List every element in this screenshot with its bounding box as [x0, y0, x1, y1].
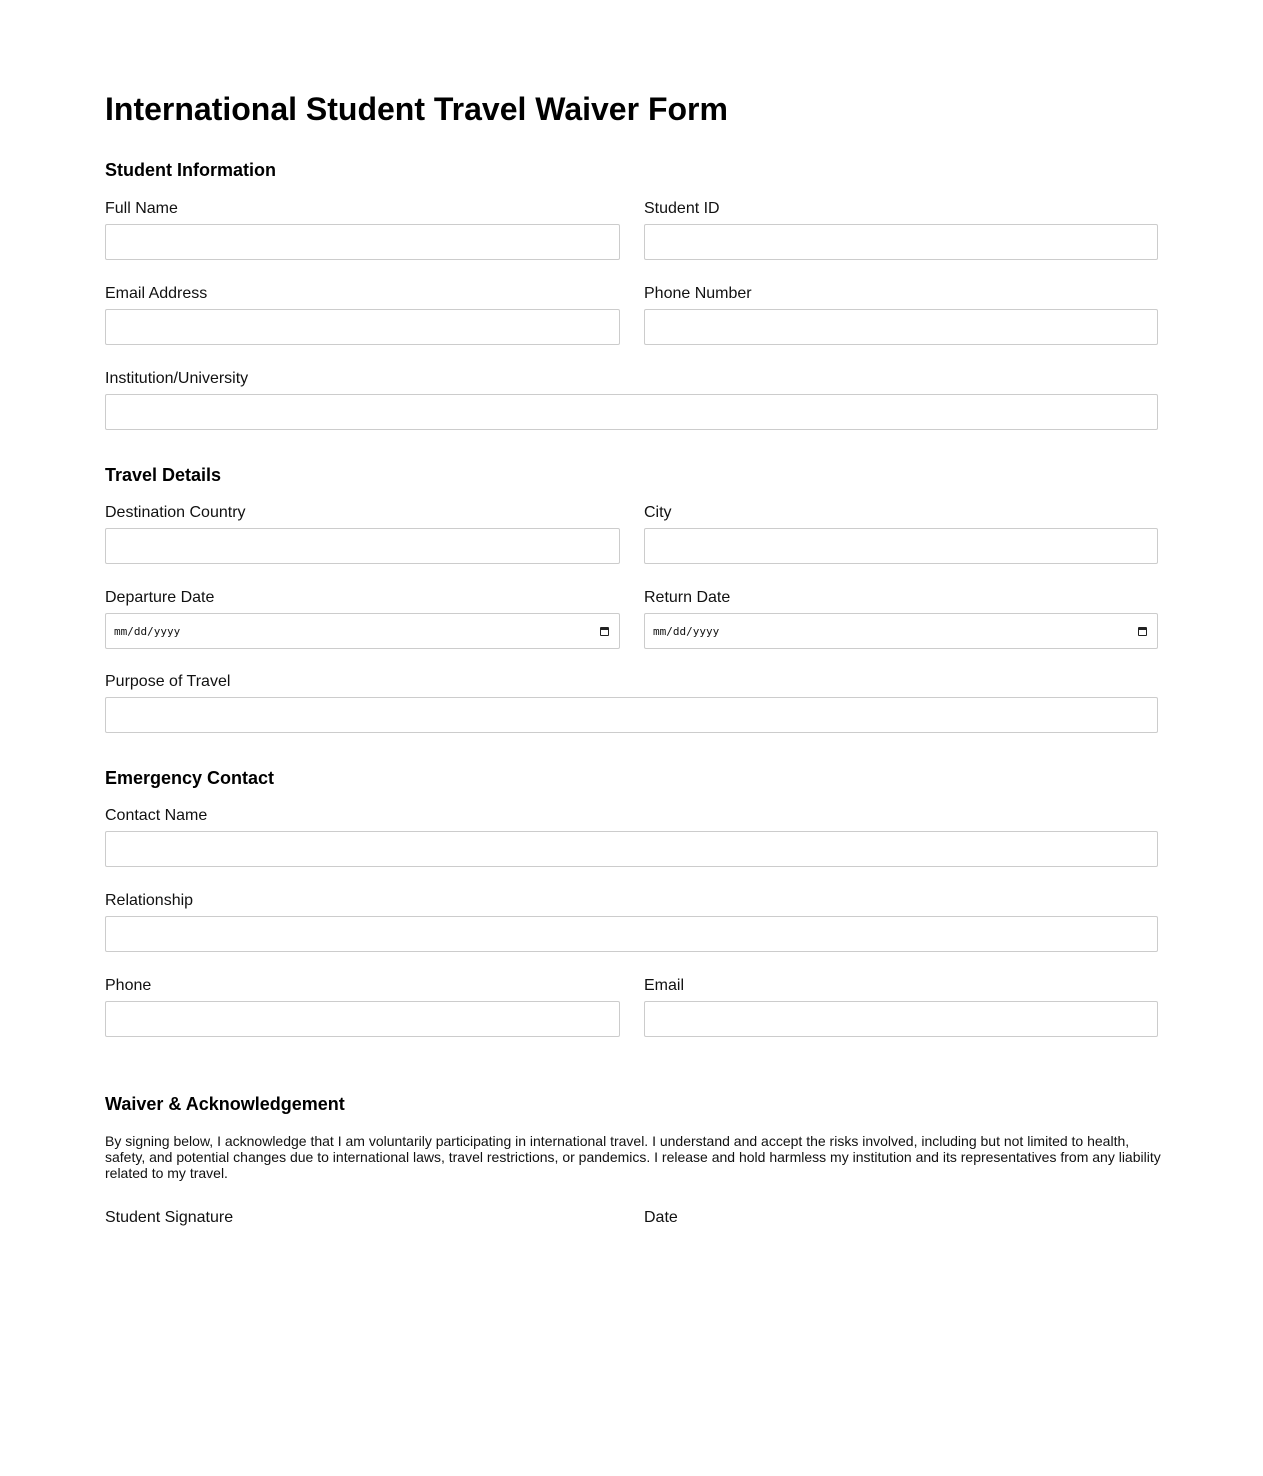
departure-date-label: Departure Date [105, 589, 215, 606]
student-id-input[interactable] [644, 224, 1158, 260]
full-name-input[interactable] [105, 224, 620, 260]
institution-input[interactable] [105, 394, 1158, 430]
institution-label: Institution/University [105, 370, 249, 387]
waiver-heading: Waiver & Acknowledgement [105, 1094, 345, 1114]
date-placeholder: mm/dd/yyyy [653, 624, 720, 638]
travel-details-heading: Travel Details [105, 465, 222, 485]
destination-country-label: Destination Country [105, 504, 246, 521]
student-id-label: Student ID [644, 200, 720, 217]
signature-label: Student Signature [105, 1209, 234, 1226]
departure-date-input[interactable] [105, 613, 620, 649]
student-info-heading: Student Information [105, 160, 276, 180]
emergency-contact-heading: Emergency Contact [105, 768, 275, 788]
email-label: Email Address [105, 285, 208, 302]
page-title: International Student Travel Waiver Form [105, 91, 728, 127]
contact-name-label: Contact Name [105, 807, 208, 824]
return-date-label: Return Date [644, 589, 731, 606]
return-date-input[interactable] [644, 613, 1158, 649]
signature-date-label: Date [644, 1209, 678, 1226]
calendar-icon[interactable] [600, 627, 609, 636]
emergency-email-input[interactable] [644, 1001, 1158, 1037]
relationship-input[interactable] [105, 916, 1158, 952]
city-label: City [644, 504, 672, 521]
date-placeholder: mm/dd/yyyy [114, 624, 181, 638]
purpose-input[interactable] [105, 697, 1158, 733]
destination-country-input[interactable] [105, 528, 620, 564]
emergency-phone-label: Phone [105, 977, 152, 994]
emergency-email-label: Email [644, 977, 685, 994]
phone-input[interactable] [644, 309, 1158, 345]
contact-name-input[interactable] [105, 831, 1158, 867]
calendar-icon[interactable] [1138, 627, 1147, 636]
relationship-label: Relationship [105, 892, 194, 909]
full-name-label: Full Name [105, 200, 178, 217]
city-input[interactable] [644, 528, 1158, 564]
phone-label: Phone Number [644, 285, 752, 302]
emergency-phone-input[interactable] [105, 1001, 620, 1037]
waiver-text: By signing below, I acknowledge that I am voluntarily participating in international travel. I understand and accept the risks involved, including but not limited to health, safety, and potential changes due to international laws, travel restrictions, or pandemics. I release and hold harmless my institution and its representatives from any liability related to my travel. [105, 1133, 1161, 1181]
email-input[interactable] [105, 309, 620, 345]
purpose-label: Purpose of Travel [105, 673, 231, 690]
